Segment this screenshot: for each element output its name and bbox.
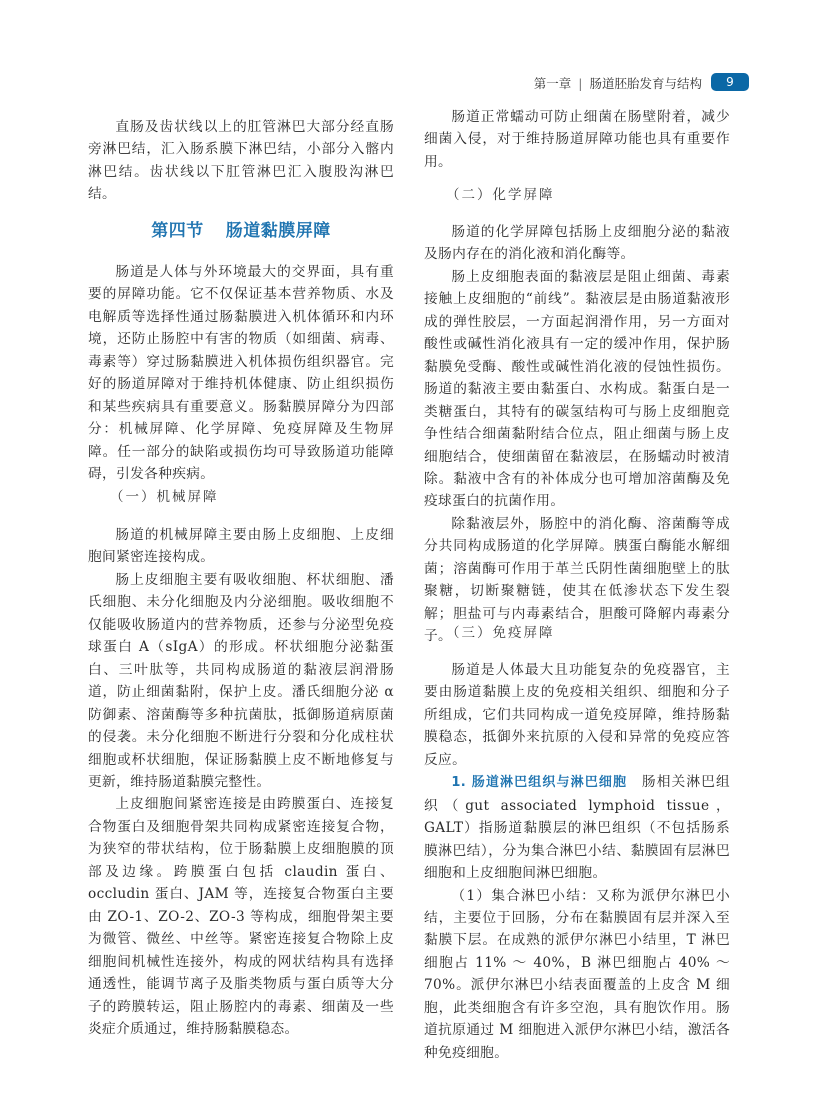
chapter-title: 肠道胚胎发育与结构 bbox=[589, 76, 702, 91]
paragraph-mechanical-3: 上皮细胞间紧密连接是由跨膜蛋白、连接复合物蛋白及细胞骨架共同构成紧密连接复合物，为狭窄的带状结构，位于肠黏膜上皮细胞膜的顶部及边缘。跨膜蛋白包括 claudin 蛋白、occludin 蛋白、JAM 等，连接复合物蛋白主要由 ZO-1、ZO-2、ZO-3 等构成，细胞骨架主要为微管、微丝、中丝等。紧密连接复合物除上皮细胞间机械性连接外，构成的网状结构具有选择通透性，能调节离子及脂类物质与蛋白质等大分子的跨膜转运，阻止肠腔内的毒素、细菌及一些炎症介质通过，维持肠黏膜稳态。 bbox=[88, 796, 394, 1037]
paragraph-immune-1: 肠道是人体最大且功能复杂的免疫器官，主要由肠道黏膜上皮的免疫相关组织、细胞和分子所组成，它们共同构成一道免疫屏障，维持肠黏膜稳态，抵御外来抗原的入侵和异常的免疫应答反应。 bbox=[424, 662, 730, 768]
immune-subheading-gut-lymphoid: 1. 肠道淋巴组织与淋巴细胞 bbox=[451, 775, 628, 791]
chapter-label: 第一章 bbox=[533, 76, 572, 91]
header-chapter bbox=[534, 74, 702, 92]
paragraph-lymph-drainage: 直肠及齿状线以上的肛管淋巴大部分经直肠旁淋巴结，汇入肠系膜下淋巴结，小部分入髂内淋巴结。齿状线以下肛管淋巴汇入腹股沟淋巴结。 bbox=[88, 119, 394, 203]
section-number: 第四节 bbox=[151, 221, 204, 241]
immune-2-text: 肠相关淋巴组织（gut associated lymphoid tissue，GALT）指肠道黏膜层的淋巴组织（不包括肠系膜淋巴结），分为集合淋巴小结、黏膜固有层淋巴细胞和上皮细胞间淋巴细胞。 bbox=[424, 774, 730, 882]
page-number-badge: 9 bbox=[711, 73, 749, 91]
paragraph-immune-2 bbox=[424, 771, 730, 884]
section-heading bbox=[88, 216, 394, 241]
paragraph-intro: 肠道是人体与外环境最大的交界面，具有重要的屏障功能。它不仅保证基本营养物质、水及电解质等选择性通过肠黏膜进入机体循环和内环境，还防止肠腔中有害的物质（如细菌、病毒、毒素等）穿过肠黏膜进入机体损伤组织器官。完好的肠道屏障对于维持机体健康、防止组织损伤和某些疾病具有重要意义。肠黏膜屏障分为四部分：机械屏障、化学屏障、免疫屏障及生物屏障。任一部分的缺陷或损伤均可导致肠道功能障碍，引发各种疾病。 bbox=[88, 264, 394, 483]
section-title: 肠道黏膜屏障 bbox=[225, 221, 331, 241]
paragraph-mechanical-2: 肠上皮细胞主要有吸收细胞、杯状细胞、潘氏细胞、未分化细胞及内分泌细胞。吸收细胞不仅能吸收肠道内的营养物质，还参与分泌型免疫球蛋白 A（sIgA）的形成。杯状细胞分泌黏蛋白、三叶肽等，共同构成肠道的黏液层润滑肠道，防止细菌黏附，保护上皮。潘氏细胞分泌 α 防御素、溶菌酶等多种抗菌肽，抵御肠道病原菌的侵袭。未分化细胞不断进行分裂和分化成柱状细胞或杯状细胞，保证肠黏膜上皮不断地修复与更新，维持肠道黏膜完整性。 bbox=[88, 571, 394, 790]
subheading-chemical: （二）化学屏障 bbox=[446, 187, 555, 203]
paragraph-mechanical-1: 肠道的机械屏障主要由肠上皮细胞、上皮细胞间紧密连接构成。 bbox=[88, 527, 394, 566]
paragraph-immune-3: （1）集合淋巴小结：又称为派伊尔淋巴小结，主要位于回肠，分布在黏膜固有层并深入至黏膜下层。在成熟的派伊尔淋巴小结里，T 淋巴细胞占 11% ～ 40%，B 淋巴细胞占 40% ～ 70%。派伊尔淋巴小结表面覆盖的上皮含 M 细胞，此类细胞含有许多空泡，具有胞饮作用。肠道抗原通过 M 细胞进入派伊尔淋巴小结，激活各种免疫细胞。 bbox=[424, 887, 730, 1061]
paragraph-chemical-2: 肠上皮细胞表面的黏液层是阻止细菌、毒素接触上皮细胞的“前线”。黏液层是由肠道黏液形成的弹性胶层，一方面起润滑作用，另一方面对酸性或碱性消化液具有一定的缓冲作用，保护肠黏膜免受酶、酸性或碱性消化液的侵蚀性损伤。肠道的黏液主要由黏蛋白、水构成。黏蛋白是一类糖蛋白，其特有的碳氢结构可与肠上皮细胞竞争性结合细菌黏附结合位点，阻止细菌与肠上皮细胞结合，使细菌留在黏液层，在肠蠕动时被清除。黏液中含有的补体成分也可增加溶菌酶及免疫球蛋白的抗菌作用。 bbox=[424, 268, 730, 510]
subheading-mechanical: （一）机械屏障 bbox=[110, 489, 219, 505]
page-edge-tab bbox=[744, 73, 816, 91]
paragraph-peristalsis: 肠道正常蠕动可防止细菌在肠壁附着，减少细菌入侵，对于维持肠道屏障功能也具有重要作用。 bbox=[424, 109, 730, 170]
header-separator: | bbox=[578, 76, 583, 91]
paragraph-chemical-1: 肠道的化学屏障包括肠上皮细胞分泌的黏液及肠内存在的消化液和消化酶等。 bbox=[424, 224, 730, 263]
paragraph-chemical-3: 除黏液层外，肠腔中的消化酶、溶菌酶等成分共同构成肠道的化学屏障。胰蛋白酶能水解细菌；溶菌酶可作用于革兰氏阴性菌细胞壁上的肽聚糖，切断聚糖链，使其在低渗状态下发生裂解；胆盐可与内毒素结合，胆酸可降解内毒素分子。 bbox=[424, 515, 730, 645]
subheading-immune: （三）免疫屏障 bbox=[446, 625, 555, 641]
